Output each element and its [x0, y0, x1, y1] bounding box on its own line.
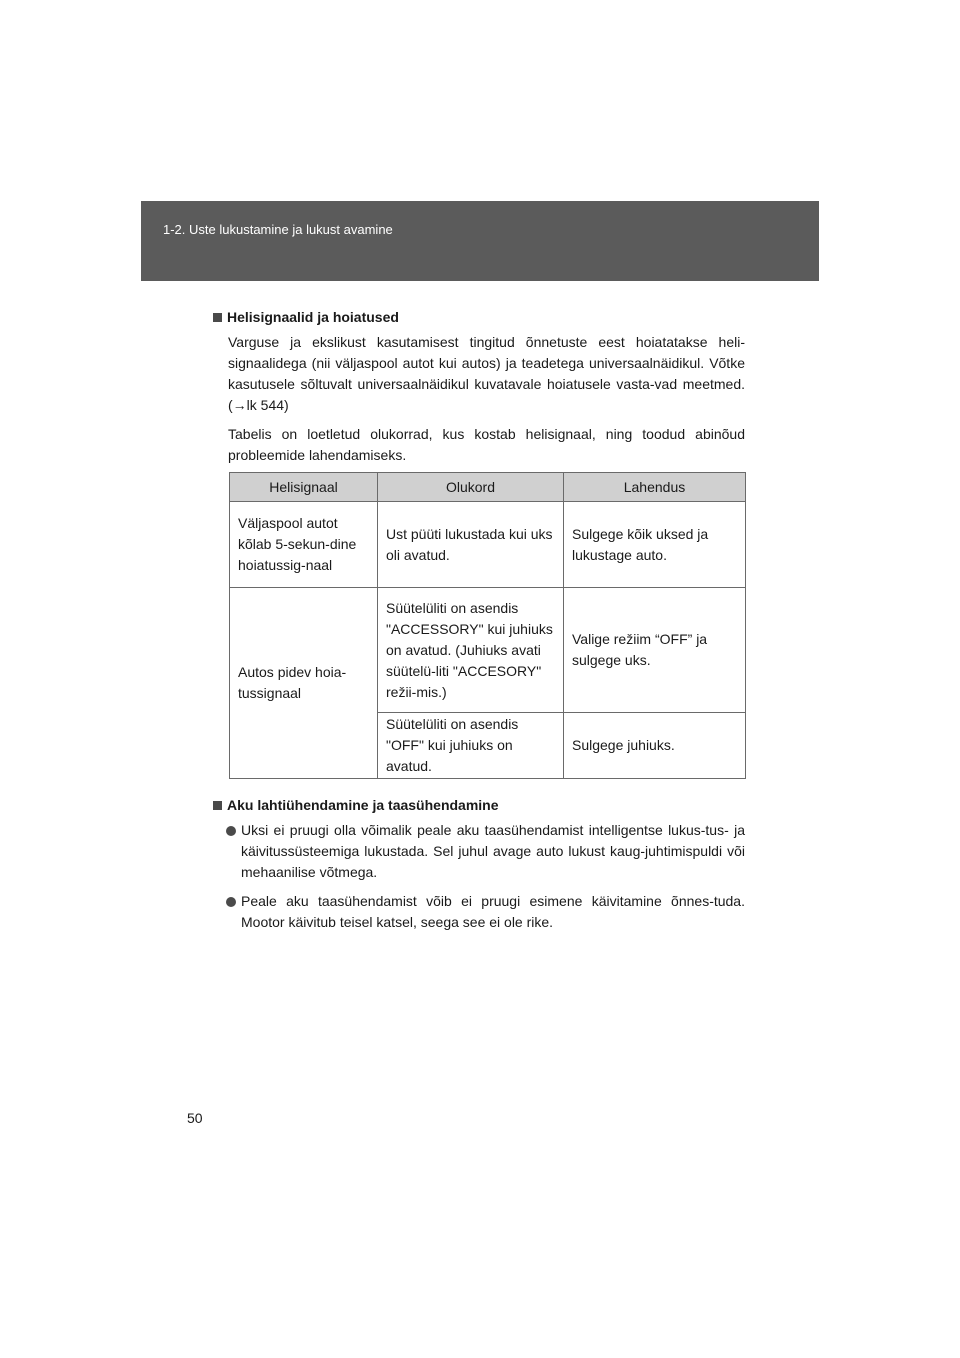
cell-solution: Sulgege kõik uksed ja lukustage auto. — [564, 502, 746, 588]
table-row — [230, 502, 746, 588]
heading-text: Aku lahtiühendamine ja taasühendamine — [227, 797, 499, 813]
circle-bullet-icon — [226, 897, 236, 907]
cell-situation: Süütelüliti on asendis "OFF" kui juhiuks on avatud. — [378, 713, 564, 779]
header-solution: Lahendus — [564, 473, 746, 502]
cell-signal: Autos pidev hoia-tussignaal — [230, 588, 378, 779]
heading-text: Helisignaalid ja hoiatused — [227, 309, 399, 325]
header-signal: Helisignaal — [230, 473, 378, 502]
cell-signal: Väljaspool autot kõlab 5-sekun-dine hoiatussig-naal — [230, 502, 378, 588]
battery-bullet-list — [213, 820, 745, 933]
chapter-title: 1-2. Uste lukustamine ja lukust avamine — [163, 222, 393, 237]
page-number: 50 — [187, 1110, 203, 1126]
section-heading-warnings — [213, 307, 745, 328]
warning-table — [229, 472, 746, 779]
square-bullet-icon — [213, 313, 222, 322]
chapter-header-bar — [141, 201, 819, 281]
table-header-row — [230, 473, 746, 502]
list-item-text: Uksi ei pruugi olla võimalik peale aku taasühendamist intelligentse lukus-tus- ja käivitussüsteemiga lukustada. Sel juhul avage auto lukust kaug-juhtimispuldi või mehaanilise võtmega. — [241, 822, 745, 880]
list-item-text: Peale aku taasühendamist võib ei pruugi esimene käivitamine õnnes-tuda. Mootor käivitub teisel katsel, seega see ei ole rike. — [241, 893, 745, 930]
header-situation: Olukord — [378, 473, 564, 502]
paragraph-intro: Varguse ja ekslikust kasutamisest tingitud õnnetuste eest hoiatatakse heli-signaalidega (nii väljaspool autot kui autos) ja teadetega universaalnäidikul. Võtke kasutusele sõltuvalt universaalnäidikul kuvatavale hoiatusele vasta-vad meetmed. (→lk 544) — [228, 334, 745, 413]
table-row — [230, 588, 746, 713]
list-item — [213, 820, 745, 883]
section-battery — [213, 795, 745, 941]
circle-bullet-icon — [226, 826, 236, 836]
section-heading-battery — [213, 795, 745, 816]
list-item — [213, 891, 745, 933]
cell-situation: Ust püüti lukustada kui uks oli avatud. — [378, 502, 564, 588]
paragraph-table-intro: Tabelis on loetletud olukorrad, kus kostab helisignaal, ning toodud abinõud probleemide lahendamiseks. — [228, 426, 745, 463]
cell-solution: Sulgege juhiuks. — [564, 713, 746, 779]
cell-situation: Süütelüliti on asendis "ACCESSORY" kui juhiuks on avatud. (Juhiuks avati süütelü-liti "ACCESORY" režii-mis.) — [378, 588, 564, 713]
cell-solution: Valige režiim “OFF” ja sulgege uks. — [564, 588, 746, 713]
square-bullet-icon — [213, 801, 222, 810]
section-warnings — [213, 307, 745, 466]
